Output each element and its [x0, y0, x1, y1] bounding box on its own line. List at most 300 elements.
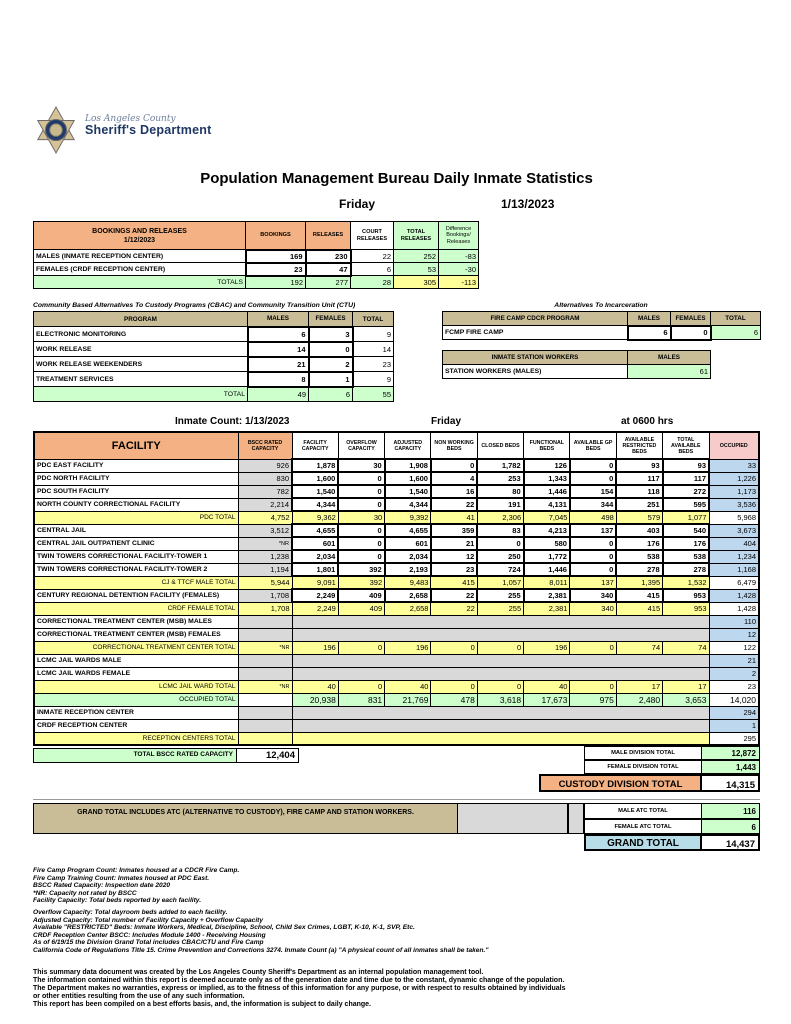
value-cell: 0	[570, 563, 616, 576]
bscc-empty	[238, 654, 292, 667]
atc-total-label: FEMALE ATC TOTAL	[584, 819, 702, 835]
disclaimer-line: The information contained within this report is deemed accurate only as of the generation date and time due to the constant, dynamic change of the population.	[33, 976, 565, 984]
value-cell: 415	[616, 589, 662, 602]
cbac-table	[33, 311, 394, 402]
value-cell: 359	[431, 524, 477, 537]
value-cell: 6	[248, 327, 309, 342]
division-total-label: CUSTODY DIVISION TOTAL	[539, 774, 702, 792]
disclaimer-line: This report has been compiled on a best efforts basis, and, the information is subject to daily change.	[33, 1001, 372, 1009]
occupied-value: 295	[709, 732, 759, 745]
value-cell: 117	[663, 472, 709, 485]
value-cell: 0	[570, 537, 616, 550]
value-cell: 601	[292, 537, 338, 550]
facility-row	[34, 732, 759, 745]
value-cell: 137	[570, 576, 616, 589]
value-cell: 196	[524, 641, 570, 654]
value-cell: 0	[338, 524, 384, 537]
value-cell: 579	[616, 511, 662, 524]
inmate-count-label: Inmate Count: 1/13/2023	[175, 416, 290, 427]
value-cell: 7,045	[524, 511, 570, 524]
col-program: PROGRAM	[34, 312, 248, 327]
row-label: FEMALES (CRDF RECEPTION CENTER)	[34, 263, 246, 276]
col-difference: Difference Bookings/ Releases	[439, 222, 479, 250]
facility-label: CENTRAL JAIL	[34, 524, 238, 537]
value-cell: 831	[338, 693, 384, 706]
bscc-value: 1,238	[238, 550, 292, 563]
value-cell: 2,249	[292, 589, 338, 602]
value-cell: 30	[338, 511, 384, 524]
total-label: LCMC JAIL WARD TOTAL	[34, 680, 238, 693]
division-total-label: FEMALE DIVISION TOTAL	[584, 760, 702, 774]
division-totals-section	[33, 746, 760, 795]
value-cell: 21	[431, 537, 477, 550]
bscc-value: 5,944	[238, 576, 292, 589]
facility-row	[34, 563, 759, 576]
facility-col-header: FACILITY	[34, 432, 238, 459]
facility-row	[34, 693, 759, 706]
value-cell: 1,600	[385, 472, 431, 485]
facility-col-header: ADJUSTED CAPACITY	[385, 432, 431, 459]
occupied-value: 21	[709, 654, 759, 667]
value-cell: 0	[570, 472, 616, 485]
occupied-value: 1,428	[709, 589, 759, 602]
value-cell: 23	[353, 357, 394, 372]
value-cell: 1,878	[292, 459, 338, 472]
total-label: CORRECTIONAL TREATMENT CENTER TOTAL	[34, 641, 238, 654]
value-cell: 8,011	[524, 576, 570, 589]
value-cell: 9	[353, 372, 394, 387]
value-cell: 601	[385, 537, 431, 550]
report-date-row	[33, 197, 760, 215]
value-cell: 30	[338, 459, 384, 472]
value-cell: 154	[570, 485, 616, 498]
value-cell: 498	[570, 511, 616, 524]
value-cell: 1,057	[477, 576, 523, 589]
bscc-empty	[238, 615, 292, 628]
value-cell: 117	[616, 472, 662, 485]
report-date: 1/13/2023	[501, 197, 555, 211]
occupied-value: 1,173	[709, 485, 759, 498]
facility-row	[34, 680, 759, 693]
footnote-line: As of 6/19/15 the Division Grand Total includes CBAC/CTU and Fire Camp	[33, 939, 264, 947]
value-cell: 953	[663, 602, 709, 615]
occupied-value: 1,428	[709, 602, 759, 615]
value-cell: 2,034	[385, 550, 431, 563]
value-cell: 0	[431, 459, 477, 472]
occupied-value: 122	[709, 641, 759, 654]
value-cell: 93	[616, 459, 662, 472]
value-cell: 0	[338, 641, 384, 654]
value-cell: 6	[351, 263, 394, 276]
footnote-line: BSCC Rated Capacity: Inspection date 2020	[33, 882, 171, 890]
value-cell: 409	[338, 602, 384, 615]
value-cell: 0	[338, 537, 384, 550]
value-cell: 975	[570, 693, 616, 706]
bscc-value: 830	[238, 472, 292, 485]
females-value: 0	[671, 326, 711, 340]
value-cell: 118	[616, 485, 662, 498]
value-cell: 22	[431, 589, 477, 602]
value-cell: 14	[353, 342, 394, 357]
value-cell: 1,801	[292, 563, 338, 576]
value-cell: 538	[616, 550, 662, 563]
logo-county-text: Los Angeles County	[85, 114, 176, 124]
value-cell: 176	[616, 537, 662, 550]
division-total-value: 1,443	[702, 760, 760, 774]
value-cell: 2,381	[524, 589, 570, 602]
cbac-row	[34, 357, 394, 372]
col-total-releases: TOTAL RELEASES	[394, 222, 439, 250]
disclaimer-line: This summary data document was created by the Los Angeles County Sheriff's Department as an internal population management tool.	[33, 968, 484, 976]
value-cell: 12	[431, 550, 477, 563]
agency-logo	[33, 106, 760, 156]
value-cell: 1	[309, 372, 353, 387]
facility-row	[34, 459, 759, 472]
facility-header-row	[34, 432, 759, 459]
cbac-header-row	[34, 312, 394, 327]
value-cell: 2,381	[524, 602, 570, 615]
value-cell: 1,395	[616, 576, 662, 589]
value-cell: 392	[338, 563, 384, 576]
inmate-count-day: Friday	[431, 416, 462, 427]
value-cell: 415	[616, 602, 662, 615]
station-workers-row	[443, 364, 711, 378]
value-cell: 40	[292, 680, 338, 693]
facility-row	[34, 550, 759, 563]
facility-row	[34, 628, 759, 641]
facility-row	[34, 524, 759, 537]
occupied-value: 1,234	[709, 550, 759, 563]
fire-camp-table	[442, 311, 761, 341]
division-total-row	[539, 746, 760, 760]
facility-label: LCMC JAIL WARDS MALE	[34, 654, 238, 667]
value-cell: 0	[570, 550, 616, 563]
totals-value: 305	[394, 276, 439, 289]
value-cell: 0	[309, 342, 353, 357]
value-cell: 580	[524, 537, 570, 550]
empty-cell	[458, 803, 568, 834]
value-cell: 4,655	[385, 524, 431, 537]
value-cell: 250	[477, 550, 523, 563]
facility-col-header: TOTAL AVAILABLE BEDS	[663, 432, 709, 459]
report-day: Friday	[339, 197, 376, 211]
value-cell: 21,769	[385, 693, 431, 706]
incarceration-title: Alternatives To Incarceration	[554, 302, 648, 309]
facility-table	[33, 431, 760, 746]
males-value: 6	[628, 326, 671, 340]
value-cell: 74	[663, 641, 709, 654]
footnotes	[33, 867, 760, 955]
atc-total-label: MALE ATC TOTAL	[584, 803, 702, 819]
value-cell: 2,034	[292, 550, 338, 563]
value-cell: 1,600	[292, 472, 338, 485]
atc-totals	[584, 803, 760, 834]
atc-total-row	[584, 803, 760, 819]
males-value: 61	[628, 364, 711, 378]
value-cell: 9,091	[292, 576, 338, 589]
value-cell: 340	[570, 602, 616, 615]
facility-label: PDC SOUTH FACILITY	[34, 485, 238, 498]
value-cell: 4,655	[292, 524, 338, 537]
logo-department-text: Sheriff's Department	[85, 123, 212, 137]
facility-label: LCMC JAIL WARDS FEMALE	[34, 667, 238, 680]
occupied-value: 23	[709, 680, 759, 693]
value-cell: 1,343	[524, 472, 570, 485]
disclaimer	[33, 969, 760, 1010]
bscc-empty	[238, 706, 292, 719]
facility-row	[34, 498, 759, 511]
value-cell: 0	[431, 641, 477, 654]
value-cell: 255	[477, 589, 523, 602]
value-cell: 278	[663, 563, 709, 576]
value-cell: 22	[351, 250, 394, 263]
bscc-value: 1,708	[238, 589, 292, 602]
value-cell: 16	[431, 485, 477, 498]
value-cell: 2,658	[385, 589, 431, 602]
total-label: OCCUPIED TOTAL	[34, 693, 238, 706]
facility-row	[34, 654, 759, 667]
value-cell: 20,938	[292, 693, 338, 706]
merged-empty	[292, 628, 709, 641]
facility-label: CORRECTIONAL TREATMENT CENTER (MSB) MALES	[34, 615, 238, 628]
value-cell: 23	[246, 263, 306, 276]
bscc-value: 2,214	[238, 498, 292, 511]
division-totals	[539, 746, 760, 792]
value-cell: 230	[306, 250, 351, 263]
totals-value: 277	[306, 276, 351, 289]
facility-label: NORTH COUNTY CORRECTIONAL FACILITY	[34, 498, 238, 511]
value-cell: 409	[338, 589, 384, 602]
division-total-row	[539, 760, 760, 774]
occupied-value: 404	[709, 537, 759, 550]
bscc-value: *NR	[238, 641, 292, 654]
occupied-value: 2	[709, 667, 759, 680]
value-cell: 176	[663, 537, 709, 550]
facility-col-header: OCCUPIED	[709, 432, 759, 459]
footnote-line: Adjusted Capacity: Total number of Facility Capacity + Overflow Capacity	[33, 916, 264, 924]
value-cell: 255	[477, 602, 523, 615]
facility-label: PDC EAST FACILITY	[34, 459, 238, 472]
value-cell: 4,344	[292, 498, 338, 511]
row-label: ELECTRONIC MONITORING	[34, 327, 248, 342]
col-males: MALES	[248, 312, 309, 327]
value-cell: 9	[353, 327, 394, 342]
facility-row	[34, 667, 759, 680]
facility-col-header: BSCC RATED CAPACITY	[238, 432, 292, 459]
bscc-value: 1,708	[238, 602, 292, 615]
bookings-row	[34, 263, 479, 276]
facility-label: CRDF RECEPTION CENTER	[34, 719, 238, 732]
facility-row	[34, 602, 759, 615]
empty-cell	[568, 803, 584, 834]
footnote-line: Fire Camp Training Count: Inmates housed at PDC East.	[33, 874, 210, 882]
value-cell: 1,540	[292, 485, 338, 498]
divider-line	[33, 799, 760, 800]
station-workers-header: INMATE STATION WORKERS	[443, 350, 628, 364]
row-label: TREATMENT SERVICES	[34, 372, 248, 387]
cbac-row	[34, 372, 394, 387]
facility-col-header: FACILITY CAPACITY	[292, 432, 338, 459]
value-cell: 40	[385, 680, 431, 693]
value-cell: 2	[309, 357, 353, 372]
totals-label: TOTALS	[34, 276, 246, 289]
occupied-value: 294	[709, 706, 759, 719]
value-cell: 392	[338, 576, 384, 589]
totals-value: 49	[248, 387, 309, 402]
atc-total-row	[584, 819, 760, 835]
value-cell: 415	[431, 576, 477, 589]
incarceration-block	[442, 302, 760, 402]
row-label: STATION WORKERS (MALES)	[443, 364, 628, 378]
occupied-value: 1	[709, 719, 759, 732]
merged-empty	[292, 706, 709, 719]
cbac-totals-row	[34, 387, 394, 402]
value-cell: 17,673	[524, 693, 570, 706]
facility-row	[34, 511, 759, 524]
totals-value: 192	[246, 276, 306, 289]
value-cell: 403	[616, 524, 662, 537]
value-cell: 953	[663, 589, 709, 602]
value-cell: 2,658	[385, 602, 431, 615]
facility-col-header: OVERFLOW CAPACITY	[338, 432, 384, 459]
value-cell: 0	[338, 485, 384, 498]
bscc-value: *NR	[238, 680, 292, 693]
facility-col-header: AVAILABLE GP BEDS	[570, 432, 616, 459]
value-cell: 0	[570, 641, 616, 654]
value-cell: 252	[394, 250, 439, 263]
footnote-line: Available "RESTRICTED" Beds: Inmate Workers, Medical, Discipline, School, Child Sex Crimes, LGBT, K-10, K-1, SVP, Etc.	[33, 924, 415, 932]
occupied-value: 5,968	[709, 511, 759, 524]
value-cell: 3,653	[663, 693, 709, 706]
facility-row	[34, 576, 759, 589]
facility-row	[34, 537, 759, 550]
division-total-row	[539, 774, 760, 792]
value-cell: 540	[663, 524, 709, 537]
facility-label: CORRECTIONAL TREATMENT CENTER (MSB) FEMALES	[34, 628, 238, 641]
col-females: FEMALES	[671, 312, 711, 326]
value-cell: 0	[477, 680, 523, 693]
value-cell: 1,540	[385, 485, 431, 498]
value-cell: 2,306	[477, 511, 523, 524]
inmate-count-row	[33, 416, 760, 431]
value-cell: 9,483	[385, 576, 431, 589]
value-cell: 9,362	[292, 511, 338, 524]
value-cell: 191	[477, 498, 523, 511]
row-label: WORK RELEASE	[34, 342, 248, 357]
value-cell: 0	[431, 680, 477, 693]
occupied-value: 3,673	[709, 524, 759, 537]
grand-total-label: GRAND TOTAL	[584, 834, 702, 851]
value-cell: 278	[616, 563, 662, 576]
footnote-line: *NR: Capacity not rated by BSCC	[33, 889, 137, 897]
value-cell: 22	[431, 498, 477, 511]
value-cell: 17	[663, 680, 709, 693]
total-label: CRDF FEMALE TOTAL	[34, 602, 238, 615]
facility-col-header: CLOSED BEDS	[477, 432, 523, 459]
grand-total-note: GRAND TOTAL INCLUDES ATC (ALTERNATIVE TO CUSTODY), FIRE CAMP AND STATION WORKERS.	[33, 803, 458, 834]
value-cell: 3,618	[477, 693, 523, 706]
facility-label: INMATE RECEPTION CENTER	[34, 706, 238, 719]
fire-camp-row	[443, 326, 761, 340]
occupied-value: 12	[709, 628, 759, 641]
merged-empty	[292, 732, 709, 745]
value-cell: 0	[338, 680, 384, 693]
row-label: FCMP FIRE CAMP	[443, 326, 628, 340]
col-males: MALES	[628, 312, 671, 326]
cbac-title: Community Based Alternatives To Custody Programs (CBAC) and Community Transition Unit (CTU)	[33, 302, 356, 309]
value-cell: 344	[570, 498, 616, 511]
col-males: MALES	[628, 350, 711, 364]
bscc-empty	[238, 732, 292, 745]
sheriff-star-icon	[33, 106, 79, 156]
atc-total-value: 116	[702, 803, 760, 819]
bookings-totals-row	[34, 276, 479, 289]
facility-row	[34, 589, 759, 602]
bookings-header: BOOKINGS AND RELEASES 1/12/2023	[34, 222, 246, 250]
value-cell: 253	[477, 472, 523, 485]
totals-value: 55	[353, 387, 394, 402]
value-cell: 0	[570, 459, 616, 472]
col-releases: RELEASES	[306, 222, 351, 250]
col-total: TOTAL	[353, 312, 394, 327]
value-cell: 595	[663, 498, 709, 511]
facility-label: TWIN TOWERS CORRECTIONAL FACILITY-TOWER 1	[34, 550, 238, 563]
page-title: Population Management Bureau Daily Inmate Statistics	[200, 170, 593, 187]
occupied-value: 3,536	[709, 498, 759, 511]
facility-label: CENTURY REGIONAL DETENTION FACILITY (FEMALES)	[34, 589, 238, 602]
fire-camp-header-row	[443, 312, 761, 326]
grand-total-section	[33, 803, 760, 855]
footnote-line: California Code of Regulations Title 15. Crime Prevention and Corrections 3274. Inmate Count (a) "A physical count of all inmates shall be taken."	[33, 946, 489, 954]
value-cell: 74	[616, 641, 662, 654]
facility-row	[34, 719, 759, 732]
value-cell: 1,908	[385, 459, 431, 472]
col-females: FEMALES	[309, 312, 353, 327]
footnote-line: Overflow Capacity: Total dayroom beds added to each facility.	[33, 908, 228, 916]
total-label: PDC TOTAL	[34, 511, 238, 524]
bscc-capacity-label: TOTAL BSCC RATED CAPACITY	[33, 748, 237, 763]
col-court-releases: COURT RELEASES	[351, 222, 394, 250]
value-cell: 2,480	[616, 693, 662, 706]
bscc-value: 1,194	[238, 563, 292, 576]
value-cell: 0	[477, 641, 523, 654]
value-cell: 0	[477, 537, 523, 550]
facility-row	[34, 485, 759, 498]
occupied-value: 1,226	[709, 472, 759, 485]
value-cell: 2,249	[292, 602, 338, 615]
facility-label: TWIN TOWERS CORRECTIONAL FACILITY-TOWER 2	[34, 563, 238, 576]
bscc-value: 3,512	[238, 524, 292, 537]
facility-row	[34, 706, 759, 719]
value-cell: 21	[248, 357, 309, 372]
occupied-value: 6,479	[709, 576, 759, 589]
bscc-empty	[238, 628, 292, 641]
value-cell: 8	[248, 372, 309, 387]
col-bookings: BOOKINGS	[246, 222, 306, 250]
row-label: MALES (INMATE RECEPTION CENTER)	[34, 250, 246, 263]
total-label: RECEPTION CENTERS TOTAL	[34, 732, 238, 745]
station-workers-header-row	[443, 350, 711, 364]
division-total-value: 12,872	[702, 746, 760, 760]
value-cell: 196	[385, 641, 431, 654]
value-cell: 1,446	[524, 563, 570, 576]
alternatives-section	[33, 302, 760, 402]
value-cell: 538	[663, 550, 709, 563]
inmate-count-time: at 0600 hrs	[621, 416, 674, 427]
value-cell: 9,392	[385, 511, 431, 524]
value-cell: -83	[439, 250, 479, 263]
value-cell: -30	[439, 263, 479, 276]
